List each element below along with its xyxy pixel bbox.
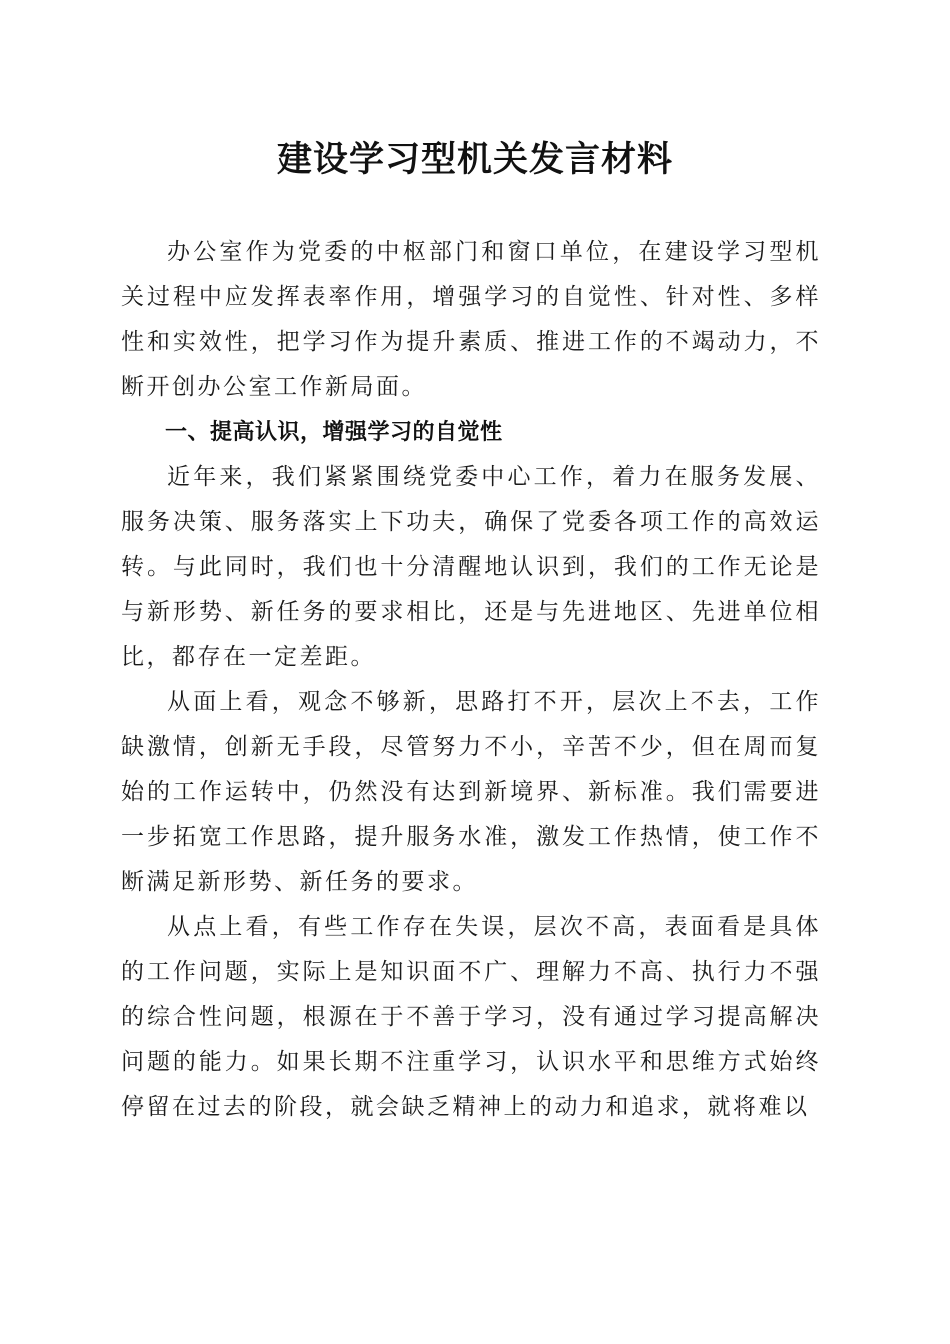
paragraph-specifics: 从点上看，有些工作存在失误，层次不高，表面看是具体的工作问题，实际上是知识面不广、理解力不高、执行力不强的综合性问题，根源在于不善于学习，没有通过学习提高解决问题的能力。如果长期不注重学习，认识水平和思维方式始终停留在过去的阶段，就会缺乏精神上的动力和追求，就将难以 [121, 914, 821, 1120]
document-title: 建设学习型机关发言材料 [276, 139, 673, 180]
document-body [121, 230, 821, 1130]
paragraph-intro: 办公室作为党委的中枢部门和窗口单位，在建设学习型机关过程中应发挥表率作用，增强学习的自觉性、针对性、多样性和实效性，把学习作为提升素质、推进工作的不竭动力，不断开创办公室工作新局面。 [121, 239, 821, 400]
paragraph-overview: 从面上看，观念不够新，思路打不开，层次上不去，工作缺激情，创新无手段，尽管努力不小，辛苦不少，但在周而复始的工作运转中，仍然没有达到新境界、新标准。我们需要进一步拓宽工作思路，提升服务水准，激发工作热情，使工作不断满足新形势、新任务的要求。 [121, 689, 821, 895]
section-heading-1: 一、提高认识，增强学习的自觉性 [165, 420, 503, 445]
paragraph-recent-years: 近年来，我们紧紧围绕党委中心工作，着力在服务发展、服务决策、服务落实上下功夫，确保了党委各项工作的高效运转。与此同时，我们也十分清醒地认识到，我们的工作无论是与新形势、新任务的要求相比，还是与先进地区、先进单位相比，都存在一定差距。 [121, 464, 821, 670]
